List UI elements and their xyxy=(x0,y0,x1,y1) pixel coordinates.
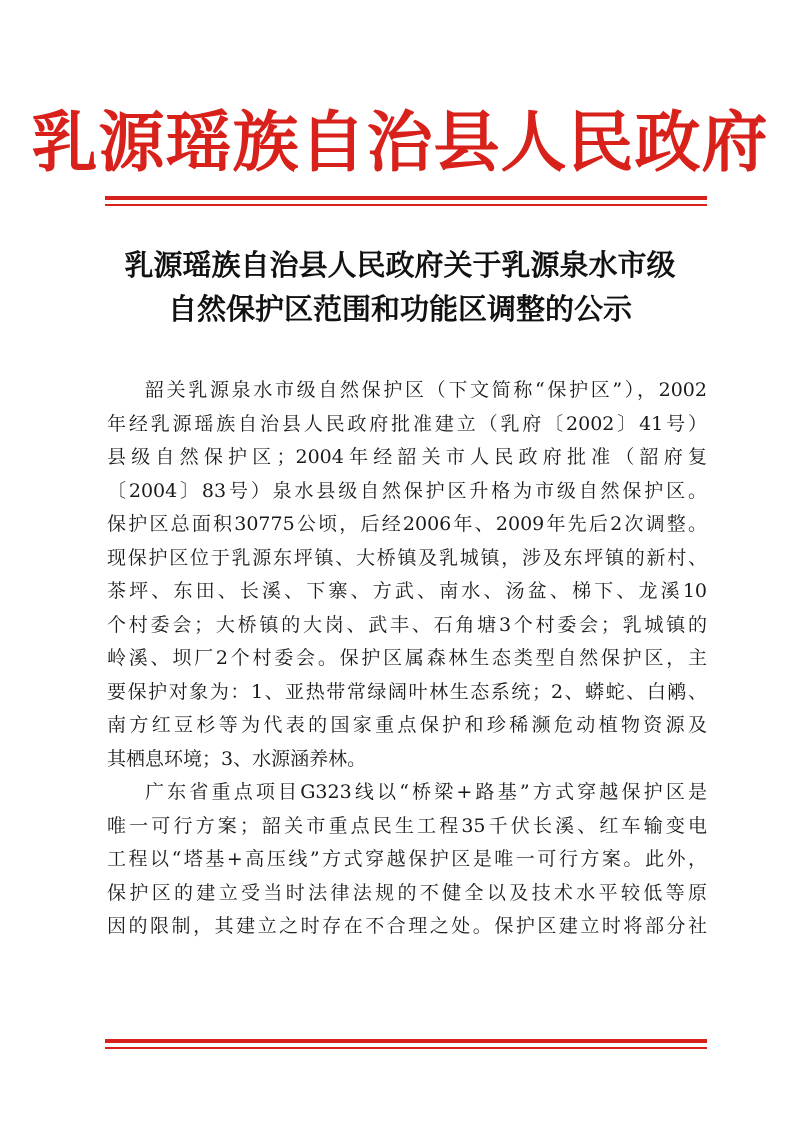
body-line: 因的限制，其建立之时存在不合理之处。保护区建立时将部分社 xyxy=(107,915,707,937)
document-title-line-2: 自然保护区范围和功能区调整的公示 xyxy=(167,292,632,326)
body-line: 其栖息环境；3、水源涵养林。 xyxy=(107,747,367,770)
footer-divider-thick xyxy=(105,1039,707,1043)
header-divider-thin xyxy=(105,204,707,206)
body-line: 保护区总面积30775公顷，后经2006年、2009年先后2次调整。 xyxy=(107,513,707,535)
paragraph-2 xyxy=(107,776,707,944)
masthead-title: 乳源瑶族自治县人民政府 xyxy=(31,103,769,181)
body-line: 广东省重点项目G323线以“桥梁+路基”方式穿越保护区是 xyxy=(145,781,707,803)
body-line: 〔2004〕83号）泉水县级自然保护区升格为市级自然保护区。 xyxy=(107,479,707,502)
paragraph-1 xyxy=(107,374,707,776)
footer-divider-thin xyxy=(105,1047,707,1049)
body-line: 年经乳源瑶族自治县人民政府批准建立（乳府〔2002〕41号） xyxy=(107,412,707,435)
document-title-line-1: 乳源瑶族自治县人民政府关于乳源泉水市级 xyxy=(124,248,676,282)
body-line: 南方红豆杉等为代表的国家重点保护和珍稀濒危动植物资源及 xyxy=(107,714,707,736)
body-line: 现保护区位于乳源东坪镇、大桥镇及乳城镇，涉及东坪镇的新村、 xyxy=(107,546,707,569)
body-line: 要保护对象为：1、亚热带常绿阔叶林生态系统；2、蟒蛇、白鹇、 xyxy=(107,680,707,703)
body-line: 岭溪、坝厂2个村委会。保护区属森林生态类型自然保护区，主 xyxy=(107,647,707,669)
body-line: 韶关乳源泉水市级自然保护区（下文简称“保护区”），2002 xyxy=(145,379,707,401)
header-divider-thick xyxy=(105,196,707,200)
document-body xyxy=(107,374,707,944)
body-line: 茶坪、东田、长溪、下寨、方武、南水、汤盆、梯下、龙溪10 xyxy=(107,580,707,602)
body-line: 个村委会；大桥镇的大岗、武丰、石角塘3个村委会；乳城镇的 xyxy=(107,613,707,636)
body-line: 保护区的建立受当时法律法规的不健全以及技术水平较低等原 xyxy=(107,881,707,904)
body-line: 唯一可行方案；韶关市重点民生工程35千伏长溪、红车输变电 xyxy=(107,814,707,837)
body-line: 工程以“塔基+高压线”方式穿越保护区是唯一可行方案。此外， xyxy=(107,848,707,870)
body-line: 县级自然保护区；2004年经韶关市人民政府批准（韶府复 xyxy=(107,446,707,468)
